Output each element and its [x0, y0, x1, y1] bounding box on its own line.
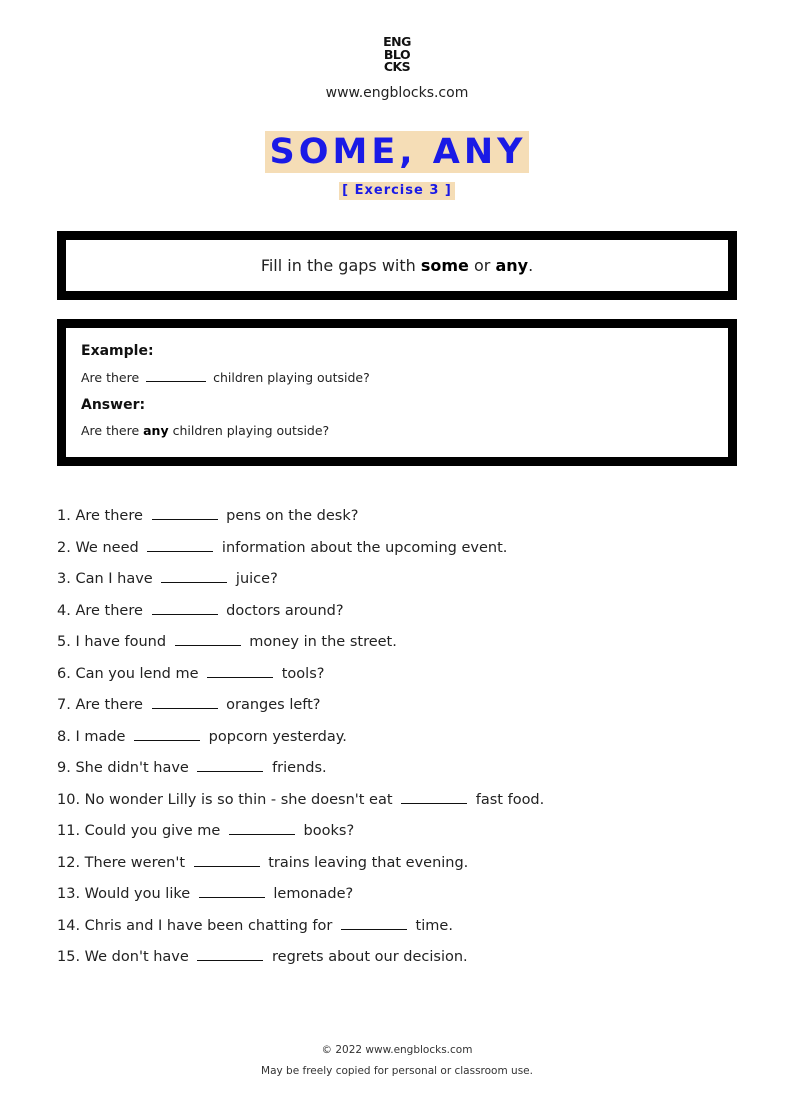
- question-text: 10. No wonder Lilly is so thin - she doesn't eat: [57, 791, 398, 808]
- logo-line: ENG: [383, 34, 411, 49]
- question-text: friends.: [267, 760, 327, 776]
- question-text: 9. She didn't have: [57, 760, 194, 776]
- question-text: money in the street.: [244, 634, 397, 650]
- answer-gap[interactable]: [152, 692, 218, 709]
- answer-gap[interactable]: [134, 724, 200, 741]
- question-text: 12. There weren't: [57, 854, 190, 871]
- instructions-text: Fill in the gaps with some or any.: [260, 256, 534, 275]
- example-box: [57, 319, 737, 466]
- answer-gap[interactable]: [229, 818, 295, 835]
- answer-gap[interactable]: [175, 629, 241, 646]
- question-item: [57, 692, 737, 724]
- answer-gap[interactable]: [401, 787, 467, 804]
- instructions-box: [57, 231, 737, 300]
- question-text: trains leaving that evening.: [263, 854, 469, 871]
- question-item: [57, 850, 737, 882]
- question-text: 2. We need: [57, 539, 144, 556]
- instruction-word-any: any: [495, 256, 529, 275]
- answer-gap[interactable]: [147, 535, 213, 552]
- exercise-label: [ Exercise 3 ]: [339, 182, 455, 200]
- question-text: lemonade?: [268, 886, 354, 902]
- question-item: [57, 661, 737, 693]
- question-text: tools?: [277, 665, 325, 682]
- question-list: [57, 503, 737, 976]
- question-item: [57, 913, 737, 945]
- answer-gap[interactable]: [207, 661, 273, 678]
- question-item: [57, 535, 737, 567]
- copyright: © 2022 www.engblocks.com: [321, 1044, 473, 1056]
- site-url: www.engblocks.com: [325, 85, 469, 101]
- answer-gap[interactable]: [199, 881, 265, 898]
- answer-gap[interactable]: [152, 503, 218, 520]
- question-text: 4. Are there: [57, 602, 148, 619]
- question-text: juice?: [231, 571, 278, 587]
- question-item: [57, 566, 737, 598]
- answer-gap[interactable]: [194, 850, 260, 867]
- answer-word: any: [143, 423, 169, 438]
- answer-gap[interactable]: [197, 944, 263, 961]
- question-item: [57, 629, 737, 661]
- question-text: pens on the desk?: [221, 508, 359, 524]
- question-item: [57, 787, 737, 819]
- question-text: 15. We don't have: [57, 949, 194, 965]
- question-text: 8. I made: [57, 728, 131, 745]
- gap-blank: [146, 369, 206, 382]
- question-text: 11. Could you give me: [57, 823, 225, 839]
- question-text: information about the upcoming event.: [217, 539, 508, 556]
- question-text: oranges left?: [221, 697, 321, 713]
- instruction-word-some: some: [420, 256, 469, 275]
- question-item: [57, 944, 737, 976]
- example-label: Example:: [81, 343, 154, 359]
- logo-line: CKS: [383, 59, 411, 74]
- question-item: [57, 818, 737, 850]
- question-text: 5. I have found: [57, 634, 171, 650]
- logo-line: BLO: [383, 46, 411, 62]
- question-text: time.: [410, 917, 453, 934]
- question-item: [57, 755, 737, 787]
- question-text: regrets about our decision.: [267, 949, 468, 965]
- answer-gap[interactable]: [161, 566, 227, 583]
- question-text: fast food.: [471, 791, 545, 808]
- license-note: May be freely copied for personal or classroom use.: [261, 1065, 533, 1077]
- question-item: [57, 503, 737, 535]
- engblocks-logo: [0, 36, 794, 74]
- question-text: books?: [298, 823, 355, 839]
- question-text: 13. Would you like: [57, 886, 195, 902]
- answer-label: Answer:: [81, 397, 146, 413]
- question-text: popcorn yesterday.: [204, 728, 347, 745]
- answer-gap[interactable]: [152, 598, 218, 615]
- question-item: [57, 598, 737, 630]
- question-item: [57, 724, 737, 756]
- question-text: doctors around?: [221, 602, 344, 619]
- question-text: 1. Are there: [57, 508, 148, 524]
- example-sentence: Are there children playing outside?: [81, 370, 370, 385]
- answer-sentence: Are there any children playing outside?: [81, 423, 330, 438]
- question-text: 6. Can you lend me: [57, 665, 204, 682]
- question-item: [57, 881, 737, 913]
- question-text: 7. Are there: [57, 697, 148, 713]
- answer-gap[interactable]: [197, 755, 263, 772]
- answer-gap[interactable]: [341, 913, 407, 930]
- page-title: SOME, ANY: [265, 131, 530, 173]
- question-text: 14. Chris and I have been chatting for: [57, 917, 337, 934]
- question-text: 3. Can I have: [57, 571, 158, 587]
